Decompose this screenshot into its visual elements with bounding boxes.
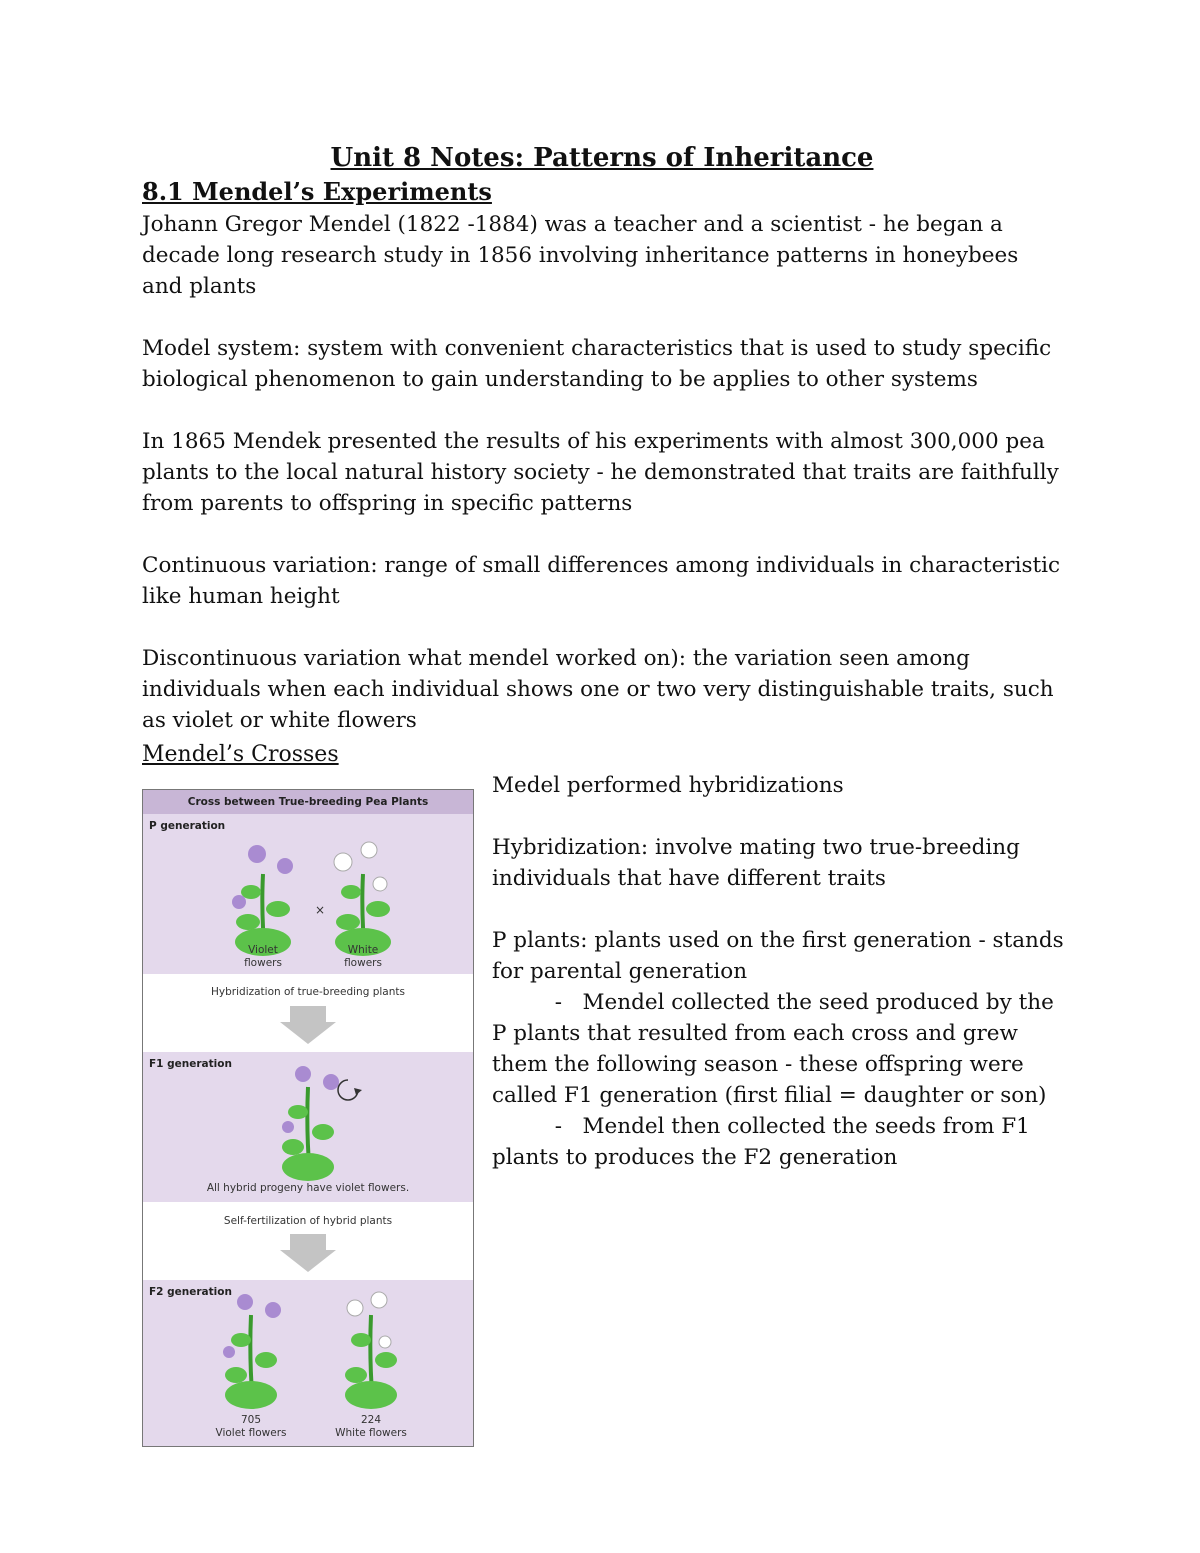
f2-white-label: 224 White flowers <box>335 1414 407 1439</box>
bullet-item: - Mendel collected the seed produced by the P plants that resulted from each cross and grew them the following season - these offspring were called F1 generation (first filial = daughter or son) <box>492 987 1067 1111</box>
p-generation-band <box>143 814 473 974</box>
violet-plant-icon <box>232 845 293 956</box>
section-heading: 8.1 Mendel’s Experiments <box>142 177 492 206</box>
self-fertilization-caption: Self-fertilization of hybrid plants <box>223 1215 393 1227</box>
paragraph-continuous-variation: Continuous variation: range of small differences among individuals in characteristic like human height <box>142 553 1061 609</box>
hybridization-caption: Hybridization of true-breeding plants <box>211 986 405 998</box>
document-page <box>142 141 1064 1439</box>
cross-symbol: × <box>315 903 326 917</box>
f1-generation-band <box>143 1052 473 1202</box>
paragraph-mendel-bio: Johann Gregor Mendel (1822 -1884) was a teacher and a scientist - he began a decade long research study in 1856 involving inheritance patterns in honeybees and plants <box>142 212 1019 299</box>
p-generation-plants <box>143 814 473 974</box>
f1-generation-label: F1 generation <box>149 1058 232 1070</box>
crosses-heading: Mendel’s Crosses <box>142 742 339 767</box>
document-title: Unit 8 Notes: Patterns of Inheritance <box>330 143 874 173</box>
paragraph-1865-results: In 1865 Mendek presented the results of his experiments with almost 300,000 pea plants to the local natural history society - he demonstrated that traits are faithfully from parents to offspring in specific patterns <box>142 429 1059 516</box>
violet-flowers-label: Violet flowers <box>244 944 282 969</box>
note-hybridization-def: Hybridization: involve mating two true-breeding individuals that have different traits <box>492 835 1020 891</box>
f2-generation-band <box>143 1280 473 1446</box>
paragraph-discontinuous-variation: Discontinuous variation what mendel worked on): the variation seen among individuals when each individual shows one or two very distinguishable traits, such as violet or white flowers <box>142 646 1054 733</box>
f2-plants <box>143 1280 473 1446</box>
f2-white-plant-icon <box>345 1292 397 1409</box>
cross-diagram <box>142 789 474 1447</box>
note-hybridizations: Medel performed hybridizations <box>492 773 844 798</box>
bullet-dash: - <box>554 1114 562 1139</box>
f1-caption: All hybrid progeny have violet flowers. <box>206 1182 410 1194</box>
paragraph-model-system: Model system: system with convenient characteristics that is used to study specific biological phenomenon to gain understanding to be applies to other systems <box>142 336 1052 392</box>
down-arrow-icon <box>278 1006 338 1046</box>
white-flowers-label: White flowers <box>344 944 382 969</box>
note-p-plants: P plants: plants used on the first generation - stands for parental generation <box>492 928 1064 984</box>
crosses-notes <box>492 770 1067 1173</box>
f2-violet-label: 705 Violet flowers <box>215 1414 287 1439</box>
down-arrow-icon <box>278 1234 338 1274</box>
f2-generation-label: F2 generation <box>149 1286 232 1298</box>
white-plant-icon <box>334 842 391 956</box>
f1-plant-icon <box>143 1052 473 1202</box>
f2-violet-plant-icon <box>223 1294 281 1409</box>
bullet-item: - Mendel then collected the seeds from F1 plants to produces the F2 generation <box>492 1111 1067 1173</box>
p-generation-label: P generation <box>149 820 226 832</box>
figure-title: Cross between True-breeding Pea Plants <box>143 790 473 814</box>
bullet-dash: - <box>554 990 562 1015</box>
